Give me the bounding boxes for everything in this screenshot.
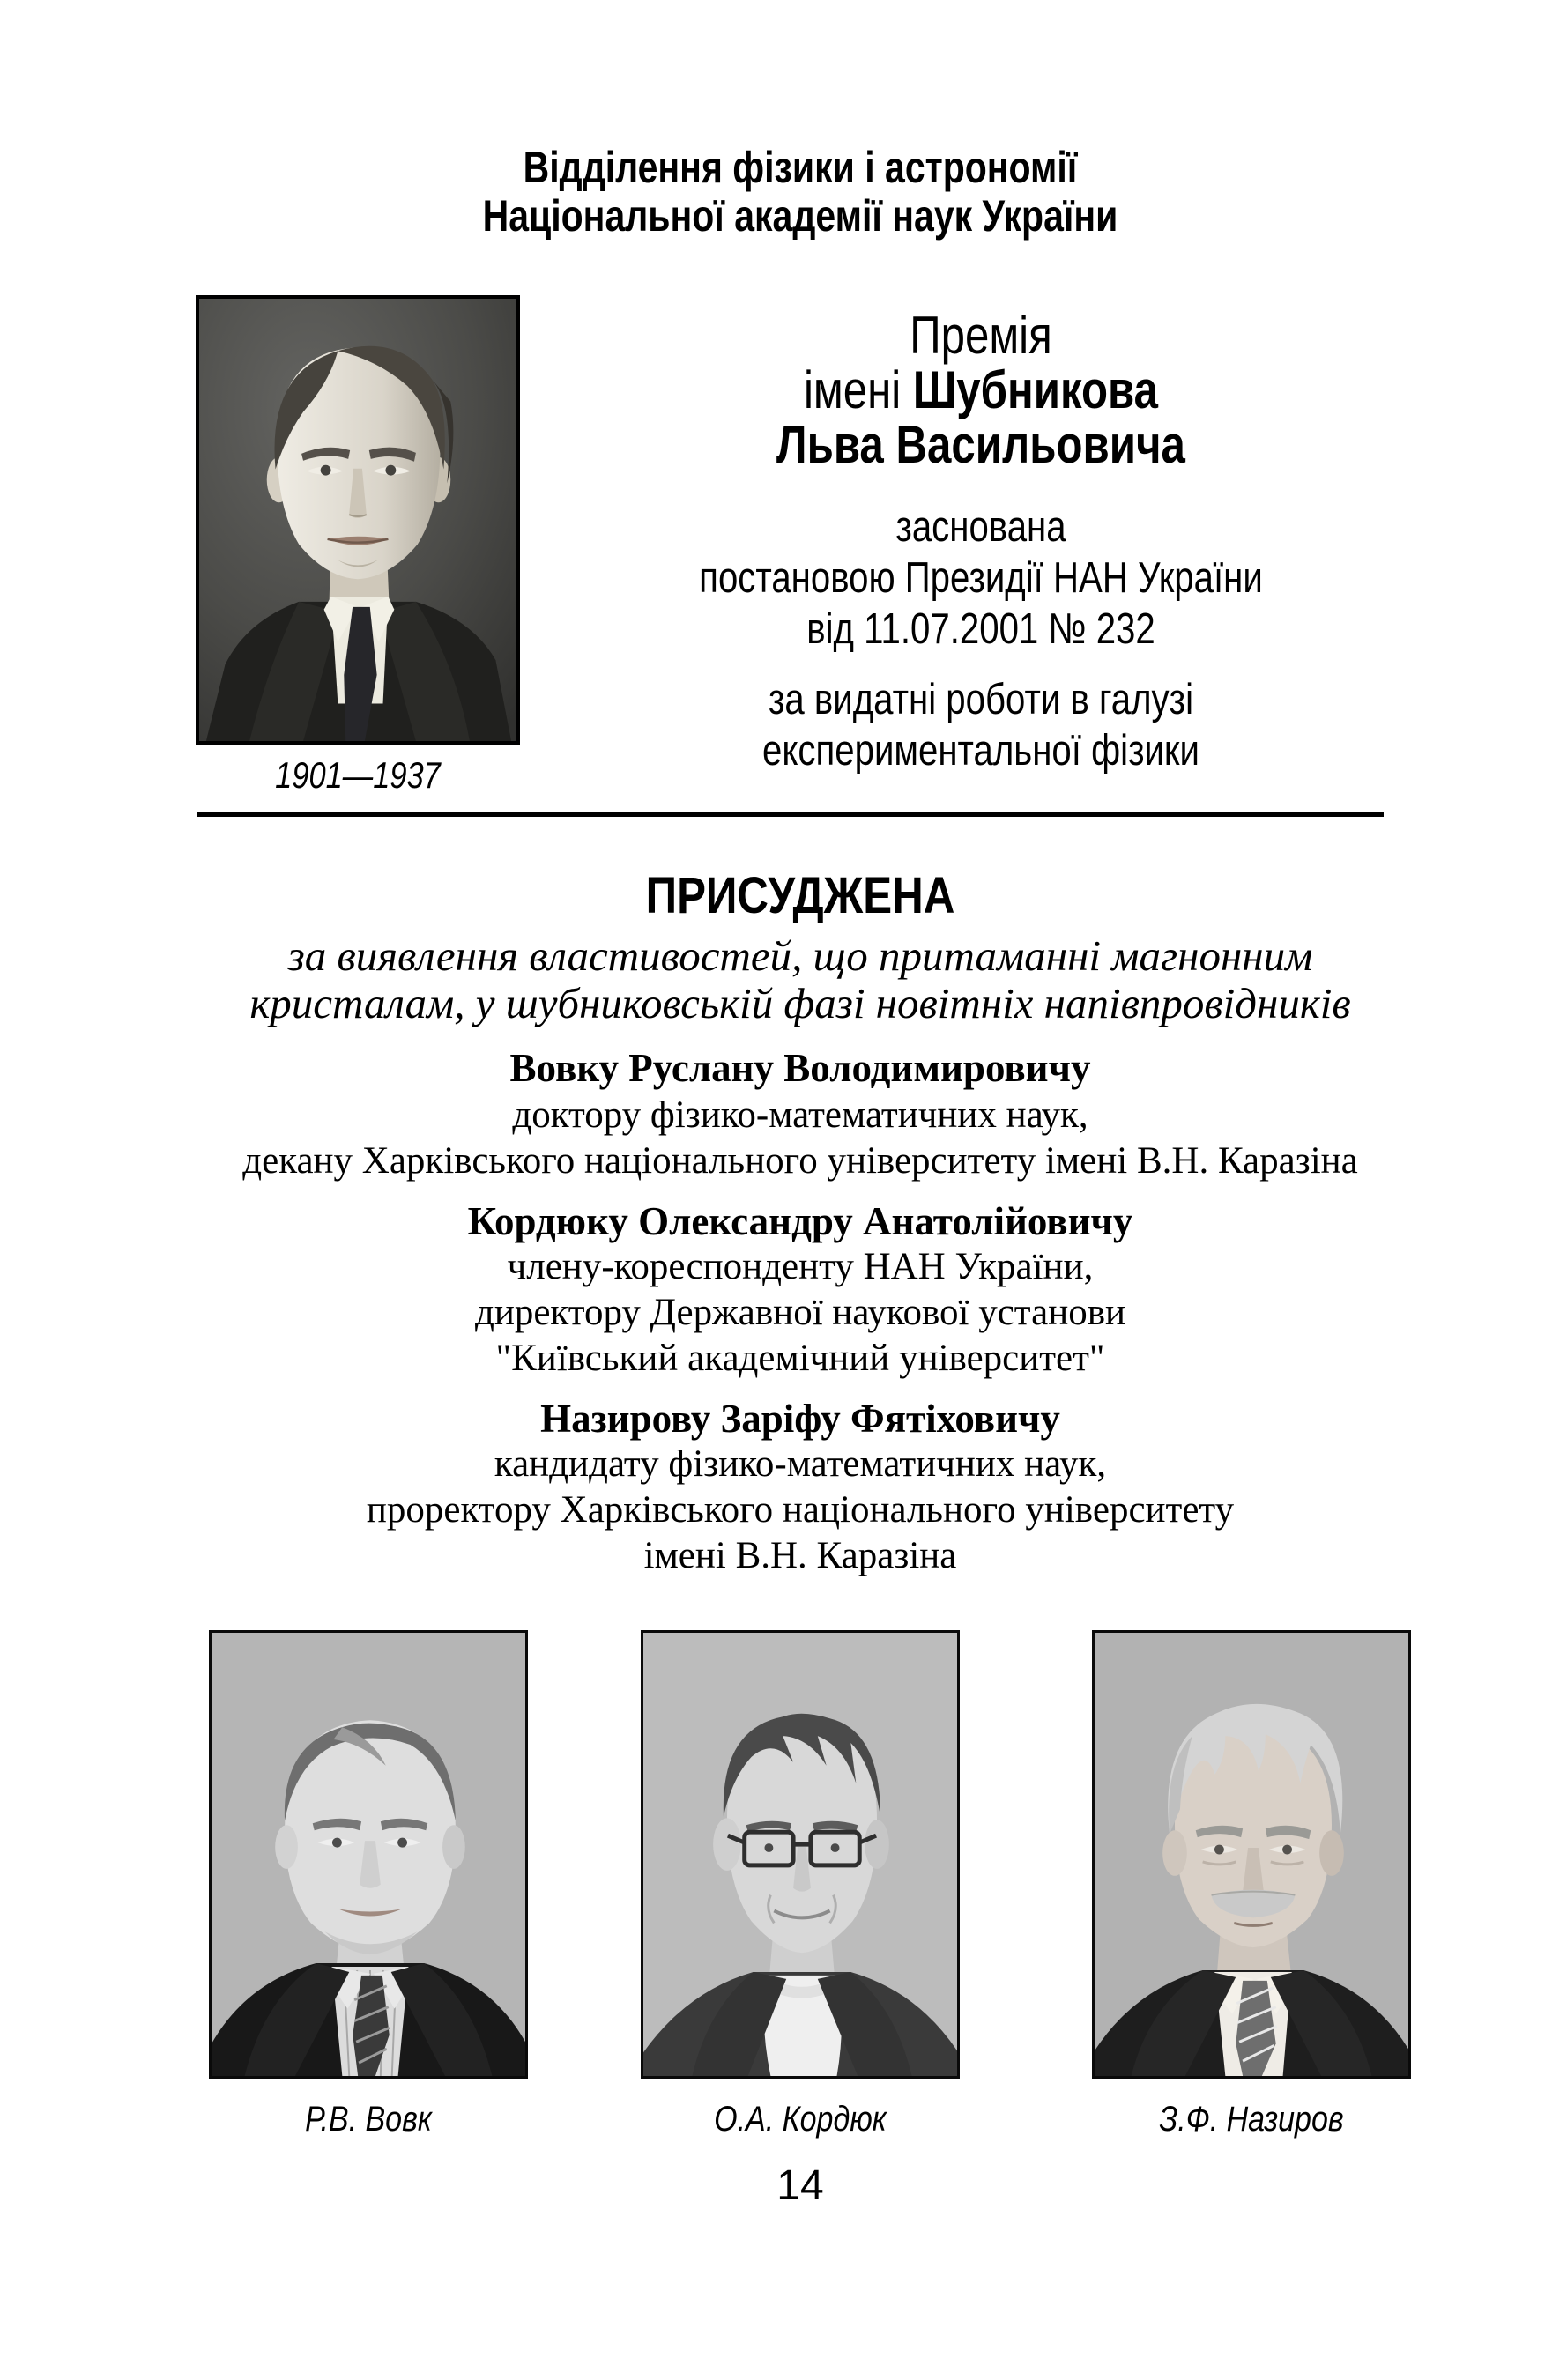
kordiuk-photo (641, 1630, 960, 2079)
prize-field-line-1: за видатні роботи в галузі (768, 676, 1194, 723)
recipient-3-line-1: кандидату фізико-математичних наук, (494, 1443, 1107, 1485)
shubnikov-portrait-photo (196, 295, 520, 745)
recipient-2-line-1: члену-кореспонденту НАН України, (507, 1246, 1094, 1287)
recipient-3-line-2: проректору Харківського національного університету (366, 1489, 1235, 1531)
prize-title-line-2 (632, 361, 1330, 419)
vovk-photo (209, 1630, 528, 2079)
recipient-2-line-2: директору Державної наукової установи (474, 1292, 1126, 1333)
kordiuk-photo-caption: О.А. Кордюк (714, 2100, 887, 2139)
nazyrov-portrait-image (1095, 1633, 1408, 2076)
section-divider-rule (197, 812, 1384, 817)
header-line-2: Національної академії наук України (482, 191, 1118, 241)
portrait-years-caption: 1901—1937 (275, 754, 441, 796)
prize-founded-line-2: постановою Президії НАН України (699, 554, 1263, 602)
prize-title-surname: Шубникова (912, 360, 1159, 419)
prize-title-line-1: Премія (910, 306, 1052, 365)
header-line-1: Відділення фізики і астрономії (523, 143, 1078, 192)
awarded-heading: ПРИСУДЖЕНА (645, 867, 955, 924)
recipient-1-name: Вовку Руслану Володимировичу (509, 1046, 1091, 1090)
prize-founded-line-3: від 11.07.2001 № 232 (806, 605, 1155, 653)
page-number: 14 (776, 2162, 824, 2209)
vovk-photo-caption: Р.В. Вовк (305, 2100, 432, 2139)
prize-field-line-2: експериментальної фізики (762, 727, 1199, 775)
vovk-portrait-image (212, 1633, 525, 2076)
prize-title-line-3: Льва Васильовича (776, 415, 1185, 474)
citation-line-2: кристалам, у шубниковській фазі новітніх напівпровідників (249, 979, 1351, 1027)
citation-line-1: за виявлення властивостей, що притаманні магнонним (287, 931, 1313, 980)
nazyrov-photo (1092, 1630, 1411, 2079)
recipient-1-line-1: доктору фізико-математичних наук, (512, 1094, 1088, 1136)
shubnikov-portrait-image (199, 299, 516, 741)
recipient-2-name: Кордюку Олександру Анатолійовичу (467, 1199, 1133, 1243)
prize-title-prefix: імені (803, 360, 913, 419)
recipient-3-line-3: імені В.Н. Каразіна (643, 1535, 957, 1576)
recipient-2-line-3: "Київський академічний університет" (495, 1338, 1105, 1379)
prize-founded-line-1: заснована (895, 503, 1066, 551)
nazyrov-photo-caption: З.Ф. Назиров (1159, 2100, 1344, 2139)
recipient-3-name: Назирову Заріфу Фятіховичу (540, 1397, 1060, 1441)
recipient-1-line-2: декану Харківського національного університету імені В.Н. Каразіна (242, 1140, 1358, 1182)
kordiuk-portrait-image (643, 1633, 957, 2076)
